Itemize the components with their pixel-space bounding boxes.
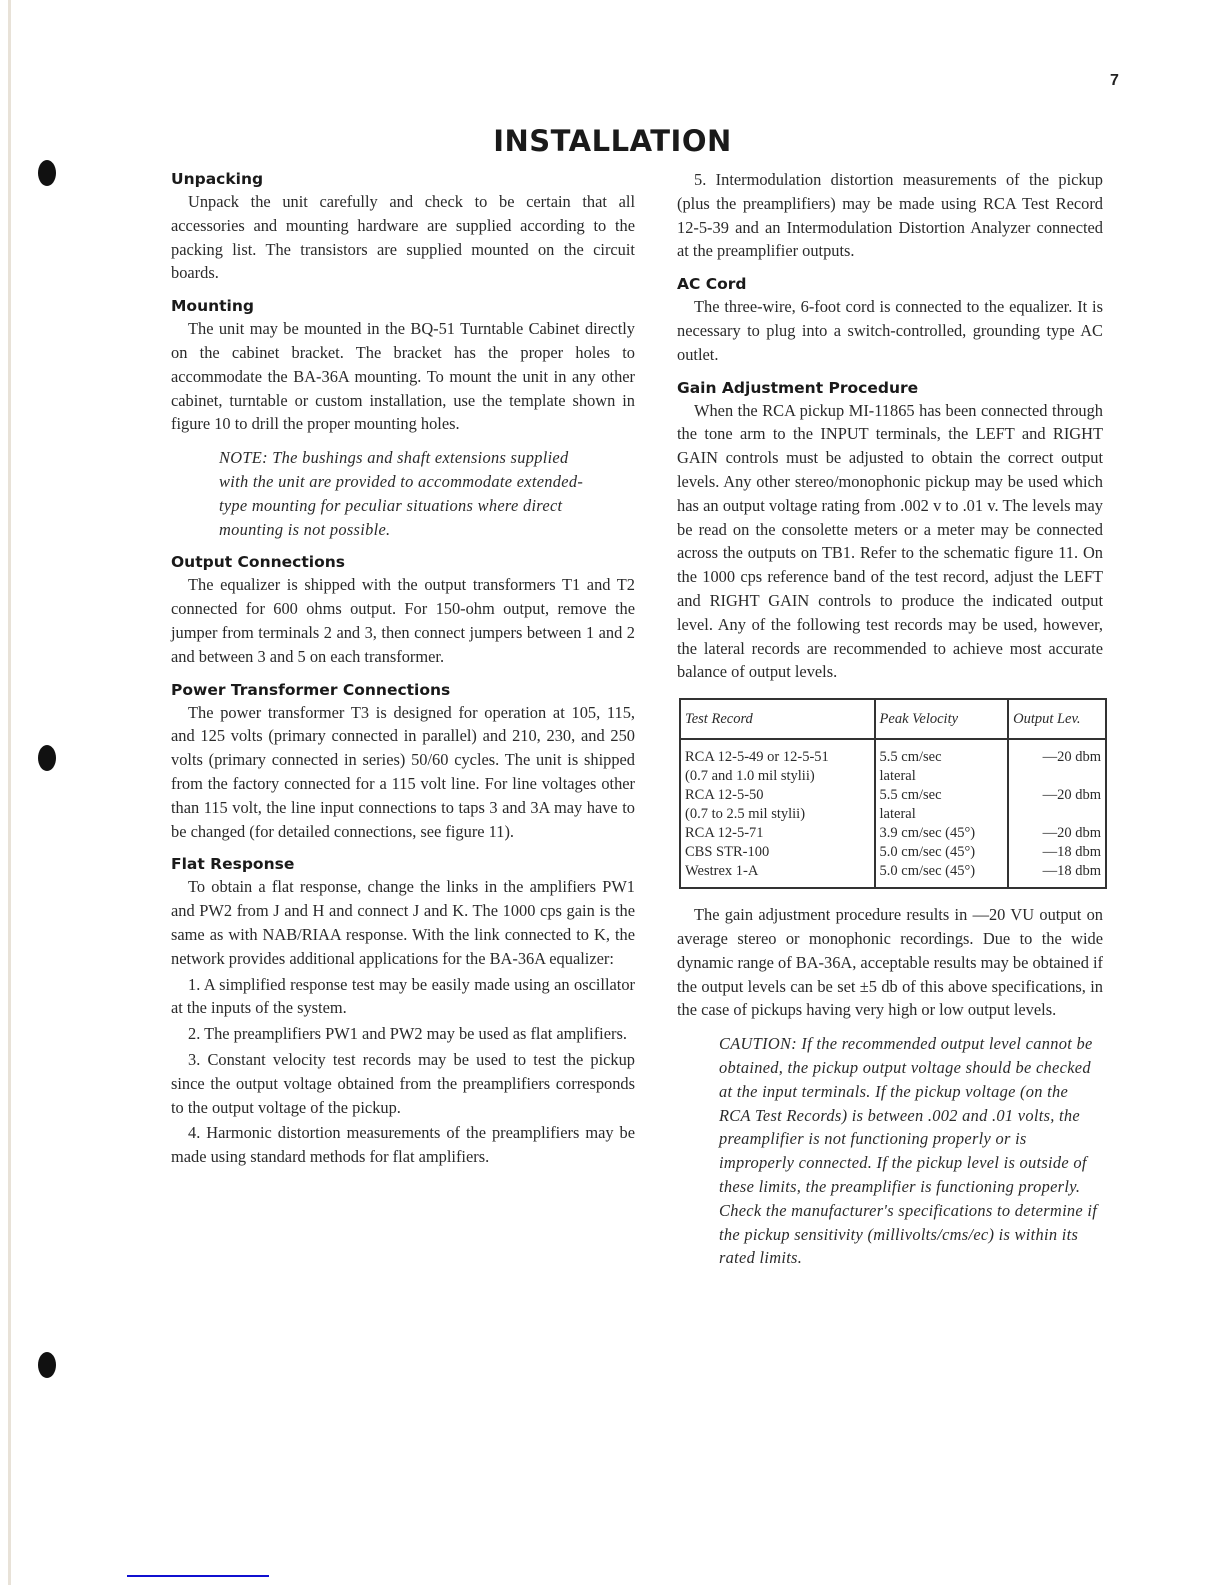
table-row xyxy=(680,824,1106,843)
binder-hole xyxy=(38,1352,56,1378)
table-cell: RCA 12-5-50 (0.7 to 2.5 mil stylii) xyxy=(680,786,875,824)
table-cell: 5.5 cm/sec lateral xyxy=(875,786,1009,824)
paragraph: Unpack the unit carefully and check to be certain that all accessories and mounting hardware are supplied according to the packing list. The transistors are supplied mounted on the circuit boards. xyxy=(171,192,635,283)
right-column xyxy=(677,168,1103,1280)
paragraph: The equalizer is shipped with the output transformers T1 and T2 connected for 600 ohms output. For 150-ohm output, remove the jumper from terminals 2 and 3, then connect jumpers between 1 and 2 and between 3 and 5 on each transformer. xyxy=(171,575,635,666)
paragraph: 3. Constant velocity test records may be used to test the pickup since the output voltage obtained from the preamplifiers corresponds to the output voltage of the pickup. xyxy=(171,1049,635,1117)
table-row xyxy=(680,786,1106,824)
section-heading: Gain Adjustment Procedure xyxy=(677,378,919,397)
table-cell: —20 dbm xyxy=(1008,739,1106,786)
paragraph: When the RCA pickup MI-11865 has been connected through the tone arm to the INPUT terminals, the LEFT and RIGHT GAIN controls must be adjusted to obtain the correct output levels. Any other stereo/monophonic pickup may be used which has an output voltage rating from .002 v to .01 v. The levels may be read on the consolette meters or a meter may be connected across the outputs on TB1. Refer to the schematic figure 11. On the 1000 cps reference band of the test record, adjust the LEFT and RIGHT GAIN controls to produce the indicated output level. Any of the following test records may be used, however, the lateral records are recommended to achieve most accurate balance of output levels. xyxy=(677,400,1103,682)
paragraph: The gain adjustment procedure results in —20 VU output on average stereo or monophonic recordings. Due to the wide dynamic range of BA-36A, acceptable results may be obtained if the output levels can be set ±5 db of this above specifications, in the case of pickups having very high or low output levels. xyxy=(677,905,1104,1020)
page-number: 7 xyxy=(1110,72,1119,89)
table-cell: 3.9 cm/sec (45°) xyxy=(875,824,1009,843)
table-cell: —20 dbm xyxy=(1008,824,1106,843)
paragraph: 4. Harmonic distortion measurements of the preamplifiers may be made using standard methods for flat amplifiers. xyxy=(171,1123,635,1167)
section-heading: Flat Response xyxy=(171,855,295,874)
table-cell: RCA 12-5-71 xyxy=(680,824,875,843)
column-header: Peak Velocity xyxy=(875,699,1009,739)
note-text: NOTE: The bushings and shaft extensions supplied with the unit are provided to accommodate extended-type mounting for peculiar situations where direct mounting is not possible. xyxy=(219,448,584,539)
paragraph: 1. A simplified response test may be easily made using an oscillator at the inputs of the system. xyxy=(171,974,635,1018)
paragraph: The three-wire, 6-foot cord is connected to the equalizer. It is necessary to plug into a switch-controlled, grounding type AC outlet. xyxy=(677,297,1103,364)
paragraph: 5. Intermodulation distortion measurements of the pickup (plus the preamplifiers) may be made using RCA Test Record 12-5-39 and an Intermodulation Distortion Analyzer connected at the preamplifier outputs. xyxy=(677,170,1103,261)
table-cell: 5.0 cm/sec (45°) xyxy=(875,862,1009,888)
table-cell: Westrex 1-A xyxy=(680,862,875,888)
right-sections xyxy=(677,273,1103,684)
section-heading: AC Cord xyxy=(677,275,747,294)
table-cell: —20 dbm xyxy=(1008,786,1106,824)
page-title: INSTALLATION xyxy=(493,124,732,158)
paragraph: 2. The preamplifiers PW1 and PW2 may be used as flat amplifiers. xyxy=(188,1024,627,1044)
caution-note: CAUTION: If the recommended output level cannot be obtained, the pickup output voltage should be checked at the input terminals. If the pickup voltage (on the RCA Test Records) is between .002 and .01 volts, the preamplifier is not functioning properly or is improperly connected. If the pickup level is outside of these limits, the preamplifier is functioning properly. Check the manufacturer's specifications to determine if the pickup sensitivity (millivolts/cms/ec) is within its rated limits. xyxy=(719,1034,1098,1268)
column-header: Test Record xyxy=(680,699,875,739)
page-edge xyxy=(8,0,11,1585)
table-cell: CBS STR-100 xyxy=(680,843,875,862)
paragraph: The unit may be mounted in the BQ-51 Turntable Cabinet directly on the cabinet bracket. The bracket has the proper holes to accommodate the BA-36A mounting. To mount the unit in any other cabinet, turntable or custom installation, use the template shown in figure 10 to drill the proper mounting holes. xyxy=(171,319,635,434)
table-header-row xyxy=(680,699,1106,739)
binder-hole xyxy=(38,160,56,186)
table-row xyxy=(680,862,1106,888)
table-row xyxy=(680,739,1106,786)
table-cell: —18 dbm xyxy=(1008,862,1106,888)
binder-hole xyxy=(38,745,56,771)
table-cell: 5.0 cm/sec (45°) xyxy=(875,843,1009,862)
test-record-table xyxy=(679,698,1107,889)
section-heading: Mounting xyxy=(171,297,254,316)
section-heading: Power Transformer Connections xyxy=(171,680,451,699)
table-cell: RCA 12-5-49 or 12-5-51 (0.7 and 1.0 mil stylii) xyxy=(680,739,875,786)
section-heading: Unpacking xyxy=(171,170,264,188)
table-cell: 5.5 cm/sec lateral xyxy=(875,739,1009,786)
left-column xyxy=(171,168,635,1179)
column-header: Output Lev. xyxy=(1008,699,1106,739)
paragraph: The power transformer T3 is designed for operation at 105, 115, and 125 volts (primary connected in parallel) and 210, 230, and 250 volts (primary connected in series) 50/60 cycles. The unit is shipped from the factory connected for a 115 volt line. For line voltages other than 115 volt, the line input connections to taps 3 and 3A may have to be changed (for detailed connections, see figure 11). xyxy=(171,702,635,841)
scan-mark xyxy=(127,1575,269,1577)
table-row xyxy=(680,843,1106,862)
section-heading: Output Connections xyxy=(171,553,345,572)
paragraph: To obtain a flat response, change the links in the amplifiers PW1 and PW2 from J and H and connect J and K. The 1000 cps gain is the same as with NAB/RIAA response. With the link connected to K, the network provides additional applications for the BA-36A equalizer: xyxy=(171,877,635,968)
table-cell: —18 dbm xyxy=(1008,843,1106,862)
